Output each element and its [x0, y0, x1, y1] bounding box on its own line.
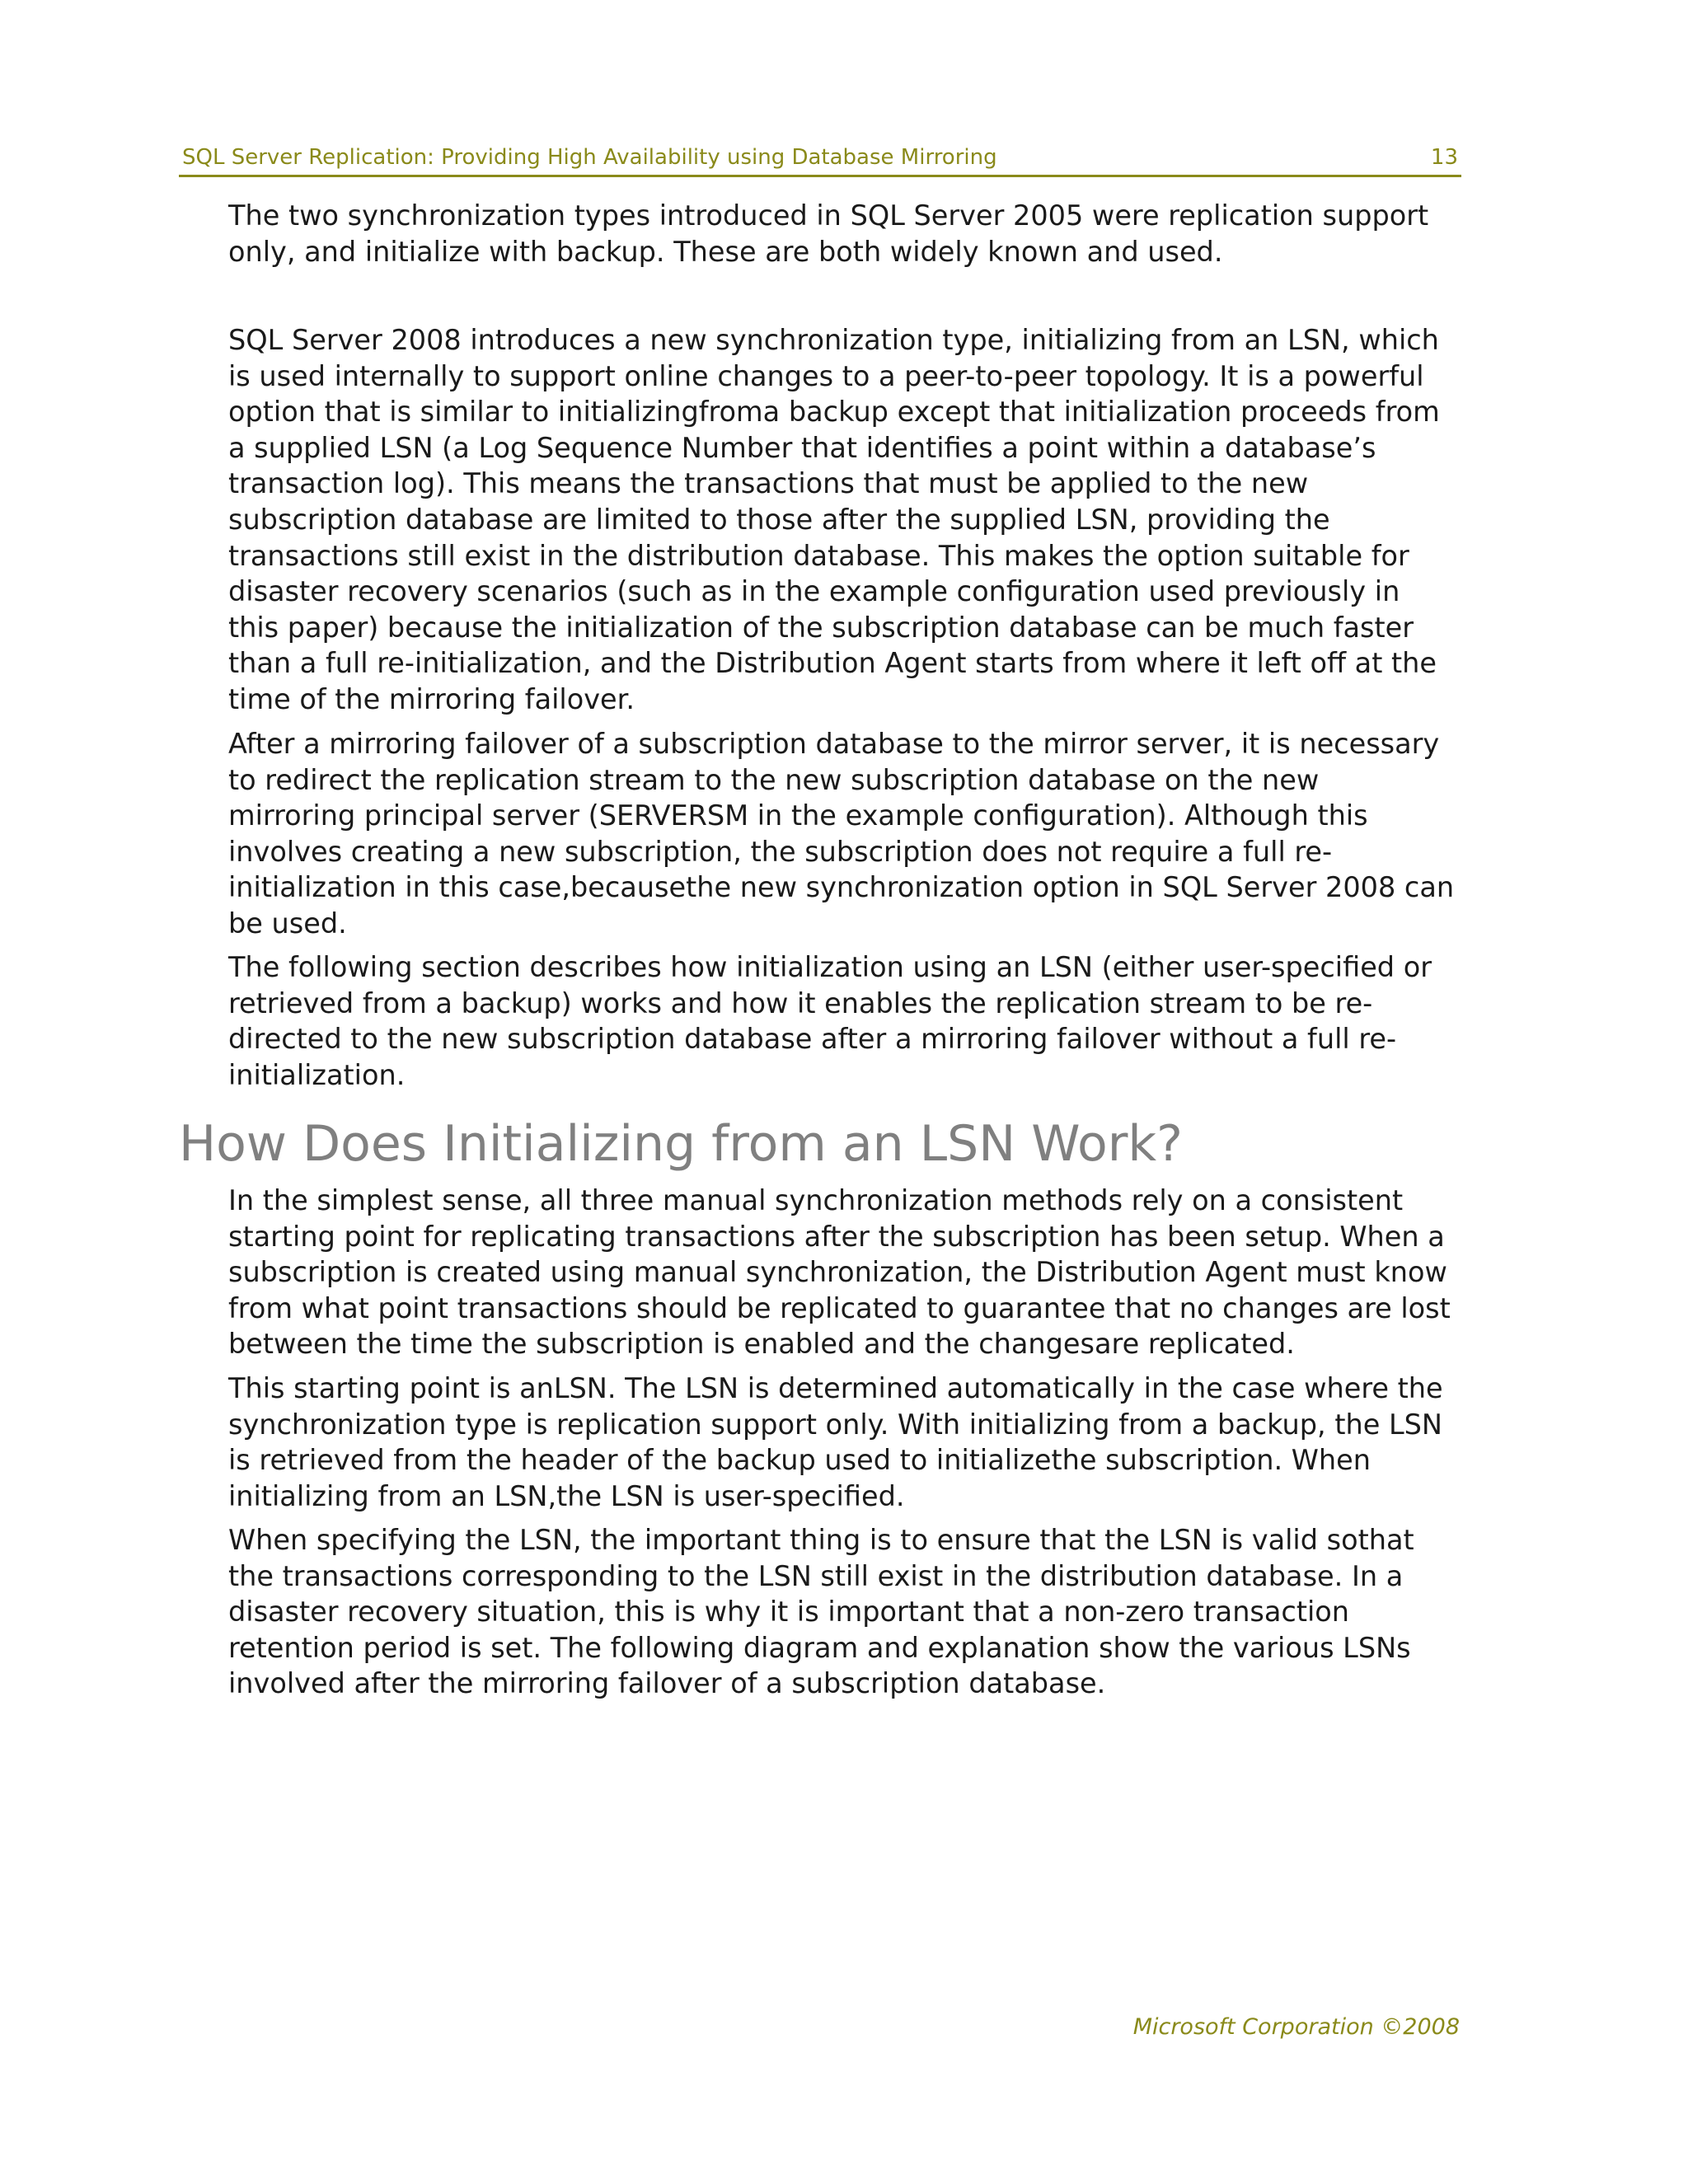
- text-line: synchronization type is replication support only. With initializing from a backup, the LSN: [228, 1408, 1442, 1441]
- text-line: subscription database are limited to those after the supplied LSN, providing the: [228, 503, 1330, 536]
- paragraph-initialize-from-lsn-intro: [228, 322, 1465, 718]
- text-line: be used.: [228, 907, 347, 940]
- text-line: disaster recovery scenarios (such as in the example configuration used previously in: [228, 575, 1400, 608]
- text-line: In the simplest sense, all three manual synchronization methods rely on a consistent: [228, 1184, 1404, 1216]
- page-header: [179, 140, 1461, 177]
- text-line: starting point for replicating transactions after the subscription has been setup. When a: [228, 1220, 1445, 1253]
- text-line: The two synchronization types introduced in SQL Server 2005 were replication support: [228, 199, 1429, 232]
- page-number: 13: [1430, 145, 1458, 170]
- text-line: from what point transactions should be replicated to guarantee that no changes are lost: [228, 1291, 1451, 1324]
- text-line: to redirect the replication stream to the new subscription database on the new: [228, 763, 1320, 796]
- text-line: disaster recovery situation, this is why it is important that a non-zero transaction: [228, 1596, 1350, 1629]
- text-line: than a full re-initialization, and the Distribution Agent starts from where it left off at the: [228, 647, 1437, 680]
- paragraph-following-section: [228, 949, 1465, 1093]
- text-line: retrieved from a backup) works and how it enables the replication stream to be re-: [228, 987, 1373, 1019]
- text-line: When specifying the LSN, the important thing is to ensure that the LSN is valid sothat: [228, 1524, 1414, 1556]
- running-title: SQL Server Replication: Providing High Availability using Database Mirroring: [182, 145, 997, 170]
- text-line: is retrieved from the header of the backup used to initializethe subscription. When: [228, 1444, 1371, 1477]
- text-line: initializing from an LSN,the LSN is user-specified.: [228, 1479, 905, 1512]
- paragraph-starting-point: [228, 1371, 1465, 1514]
- text-line: time of the mirroring failover.: [228, 682, 635, 715]
- text-line: option that is similar to initializingfroma backup except that initialization proceeds from: [228, 396, 1440, 429]
- paragraph-simplest-sense: [228, 1183, 1465, 1362]
- text-line: mirroring principal server (SERVERSM in the example configuration). Although this: [228, 799, 1368, 832]
- page-footer: Microsoft Corporation ©2008: [1132, 2014, 1460, 2040]
- text-line: involved after the mirroring failover of a subscription database.: [228, 1667, 1106, 1700]
- text-line: is used internally to support online changes to a peer-to-peer topology. It is a powerful: [228, 359, 1424, 392]
- text-line: involves creating a new subscription, the subscription does not require a full re-: [228, 835, 1333, 868]
- text-line: only, and initialize with backup. These are both widely known and used.: [228, 235, 1223, 268]
- text-line: transaction log). This means the transactions that must be applied to the new: [228, 467, 1309, 500]
- text-line: between the time the subscription is enabled and the changesare replicated.: [228, 1328, 1295, 1361]
- text-line: The following section describes how initialization using an LSN (either user-specified or: [228, 951, 1432, 983]
- paragraph-mirroring-failover: [228, 726, 1465, 942]
- text-line: the transactions corresponding to the LSN still exist in the distribution database. In a: [228, 1559, 1404, 1592]
- text-line: retention period is set. The following diagram and explanation show the various LSNs: [228, 1631, 1411, 1664]
- section-heading: How Does Initializing from an LSN Work?: [179, 1115, 1183, 1173]
- text-line: subscription is created using manual synchronization, the Distribution Agent must know: [228, 1256, 1447, 1289]
- text-line: initialization.: [228, 1058, 406, 1091]
- text-line: transactions still exist in the distribution database. This makes the option suitable for: [228, 539, 1409, 572]
- text-line: This starting point is anLSN. The LSN is determined automatically in the case where the: [228, 1372, 1443, 1404]
- text-line: a supplied LSN (a Log Sequence Number that identifies a point within a database’s: [228, 431, 1376, 464]
- text-line: this paper) because the initialization of the subscription database can be much faster: [228, 611, 1414, 644]
- text-line: After a mirroring failover of a subscription database to the mirror server, it is necessary: [228, 728, 1440, 760]
- text-line: SQL Server 2008 introduces a new synchronization type, initializing from an LSN, which: [228, 324, 1439, 356]
- text-line: initialization in this case,becausethe new synchronization option in SQL Server 2008 can: [228, 871, 1455, 904]
- paragraph-sync-types-2005: [228, 198, 1465, 269]
- text-line: directed to the new subscription database after a mirroring failover without a full re-: [228, 1023, 1397, 1056]
- paragraph-specifying-lsn: [228, 1522, 1465, 1702]
